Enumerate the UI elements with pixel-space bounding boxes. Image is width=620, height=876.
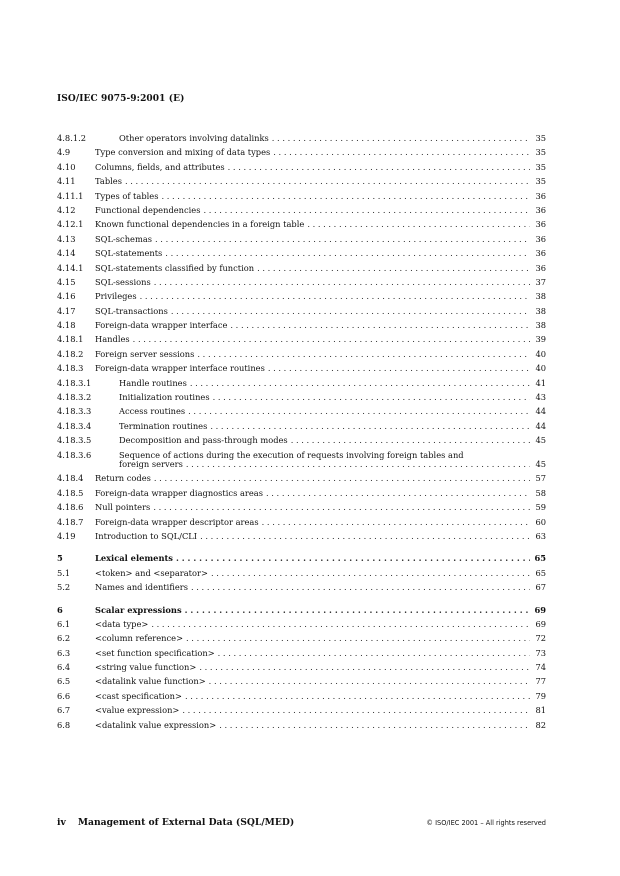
toc-entry-number: 4.18.3.1 (57, 377, 92, 388)
toc-entry-number: 6.2 (57, 633, 71, 644)
toc-entry-number: 6.6 (57, 690, 71, 701)
toc-entry-page: 81 (535, 705, 546, 716)
toc-entry-page: 41 (535, 377, 546, 388)
toc-leader-dots (161, 189, 530, 203)
toc-entry[interactable] (57, 486, 546, 500)
toc-entry-title: Foreign-data wrapper interface routines (95, 363, 265, 374)
toc-entry-number: 5.1 (57, 567, 71, 578)
toc-entry-page: 43 (535, 392, 546, 403)
toc-leader-dots (257, 261, 530, 275)
toc-entry-number: 4.18.3.4 (57, 420, 92, 431)
toc-leader-dots (273, 145, 530, 159)
toc-entry-number: 6.4 (57, 662, 71, 673)
toc-entry-title: SQL-schemas (95, 233, 153, 244)
toc-entry-number: 6.7 (57, 705, 71, 716)
toc-leader-dots (182, 703, 530, 717)
toc-entry-page: 44 (535, 406, 546, 417)
toc-entry-title: Privileges (95, 291, 137, 302)
toc-entry-title: SQL-transactions (95, 305, 168, 316)
toc-entry-number: 4.13 (57, 233, 76, 244)
toc-entry-number: 6.5 (57, 676, 71, 687)
document-id: ISO/IEC 9075-9:2001 (E) (57, 94, 185, 104)
toc-entry-page: 36 (535, 190, 546, 201)
toc-entry-page: 69 (535, 618, 546, 629)
toc-entry-number: 4.14 (57, 248, 76, 259)
toc-entry[interactable] (57, 617, 546, 631)
toc-leader-dots (268, 361, 530, 375)
toc-entry[interactable] (57, 217, 546, 231)
toc-entry-number: 6.8 (57, 719, 71, 730)
toc-entry-page: 63 (535, 530, 546, 541)
toc-entry-title: Foreign-data wrapper descriptor areas (95, 516, 259, 527)
toc-leader-dots (185, 689, 530, 703)
toc-leader-dots (151, 617, 530, 631)
toc-entry-title: SQL-sessions (95, 276, 151, 287)
toc-entry[interactable] (57, 160, 546, 174)
toc-entry[interactable] (57, 603, 546, 617)
toc-entry-title: Foreign-data wrapper interface (95, 320, 228, 331)
toc-entry-page: 36 (535, 233, 546, 244)
toc-entry-number: 4.18.5 (57, 487, 84, 498)
toc-entry-page: 44 (535, 420, 546, 431)
toc-entry-title: Termination routines (119, 420, 208, 431)
toc-entry-page: 35 (535, 133, 546, 143)
toc-entry-title: Tables (95, 176, 122, 187)
toc-entry-page: 36 (535, 248, 546, 259)
toc-entry-number: 4.12.1 (57, 219, 84, 230)
toc-entry-number: 4.18.2 (57, 348, 84, 359)
toc-leader-dots (185, 603, 530, 617)
toc-entry[interactable] (57, 433, 546, 447)
toc-entry-page: 36 (535, 204, 546, 215)
toc-entry[interactable] (57, 347, 546, 361)
toc-leader-dots (203, 203, 530, 217)
toc-leader-dots (211, 566, 530, 580)
toc-leader-dots (262, 515, 530, 529)
toc-entry-page: 38 (535, 291, 546, 302)
toc-entry-title: SQL-statements (95, 248, 163, 259)
toc-entry-number: 4.17 (57, 305, 76, 316)
toc-entry-page: 60 (535, 516, 546, 527)
toc-entry-title: <datalink value function> (95, 676, 206, 687)
toc-entry[interactable] (57, 289, 546, 303)
toc-entry-number: 4.8.1.2 (57, 133, 87, 143)
toc-entry[interactable] (57, 131, 546, 145)
toc-entry-number: 4.12 (57, 204, 76, 215)
toc-entry[interactable] (57, 318, 546, 332)
toc-leader-dots (197, 347, 530, 361)
toc-entry-title: <value expression> (95, 705, 180, 716)
toc-entry-title: Handle routines (119, 377, 187, 388)
toc-entry-page: 40 (535, 348, 546, 359)
toc-entry[interactable] (57, 145, 546, 159)
toc-entry[interactable] (57, 471, 546, 485)
toc-leader-dots (171, 304, 530, 318)
toc-leader-dots (200, 529, 530, 543)
toc-entry-page: 65 (534, 553, 546, 564)
toc-entry-page: 79 (535, 690, 546, 701)
toc-entry-number: 4.18.1 (57, 334, 84, 345)
toc-entry[interactable] (57, 580, 546, 594)
toc-entry-title: <cast specification> (95, 690, 182, 701)
toc-entry-title: foreign servers (119, 458, 183, 469)
toc-entry[interactable] (57, 500, 546, 514)
footer-copyright: © ISO/IEC 2001 – All rights reserved (426, 819, 546, 827)
toc-entry-page: 45 (535, 458, 546, 469)
toc-entry-number: 4.9 (57, 147, 71, 158)
toc-entry-title: <data type> (95, 618, 149, 629)
toc-entry[interactable] (57, 689, 546, 703)
toc-entry-page: 65 (535, 567, 546, 578)
toc-entry-number: 4.10 (57, 161, 76, 172)
toc-entry-title: <datalink value expression> (95, 719, 217, 730)
toc-leader-dots (266, 486, 530, 500)
toc-entry-page: 35 (535, 161, 546, 172)
toc-entry[interactable] (57, 361, 546, 375)
toc-entry-number: 4.18 (57, 320, 76, 331)
toc-entry-title: <token> and <separator> (95, 567, 208, 578)
toc-entry[interactable] (57, 674, 546, 688)
toc-entry-page: 35 (535, 147, 546, 158)
toc-entry-title: Lexical elements (95, 553, 173, 564)
toc-leader-dots (218, 646, 530, 660)
toc-entry[interactable] (57, 189, 546, 203)
toc-entry-page: 36 (535, 219, 546, 230)
toc-entry-title: SQL-statements classified by function (95, 262, 255, 273)
toc-entry-page: 69 (534, 604, 546, 615)
toc-entry-page: 36 (535, 262, 546, 273)
toc-leader-dots (154, 471, 530, 485)
toc-entry[interactable] (57, 718, 546, 732)
toc-entry-title: Other operators involving datalinks (119, 133, 269, 143)
toc-entry-title: <column reference> (95, 633, 184, 644)
toc-entry-title: Scalar expressions (95, 604, 182, 615)
toc-entry-number: 4.18.3.2 (57, 392, 92, 403)
toc-entry-number: 4.18.3.3 (57, 406, 92, 417)
toc-entry-title: <set function specification> (95, 647, 215, 658)
toc-entry[interactable] (57, 515, 546, 529)
toc-entry-number: 5 (57, 553, 63, 564)
toc-entry-number: 4.14.1 (57, 262, 84, 273)
footer-page-number: iv (57, 817, 66, 828)
toc-entry-number: 4.11 (57, 176, 76, 187)
toc-entry[interactable] (57, 332, 546, 346)
toc-entry[interactable] (57, 660, 546, 674)
toc-entry-page: 57 (535, 473, 546, 484)
toc-entry[interactable] (57, 376, 546, 390)
toc-entry-number: 4.18.6 (57, 502, 84, 513)
toc-leader-dots (140, 289, 530, 303)
toc-entry[interactable] (57, 419, 546, 433)
toc-leader-dots (209, 674, 530, 688)
toc-leader-dots (155, 232, 530, 246)
table-of-contents (57, 131, 546, 732)
toc-entry-page: 38 (535, 320, 546, 331)
toc-entry-number: 6.3 (57, 647, 71, 658)
toc-entry-number: 4.19 (57, 530, 76, 541)
toc-entry-page: 67 (535, 582, 546, 593)
toc-leader-dots (219, 718, 530, 732)
toc-entry[interactable] (57, 631, 546, 645)
toc-entry-number: 4.15 (57, 276, 76, 287)
toc-entry-page: 77 (535, 676, 546, 687)
toc-entry-title: <string value function> (95, 662, 197, 673)
toc-entry[interactable] (57, 566, 546, 580)
toc-leader-dots (186, 457, 530, 471)
toc-entry[interactable] (57, 246, 546, 260)
toc-entry[interactable] (57, 304, 546, 318)
toc-leader-dots (228, 160, 530, 174)
toc-entry[interactable] (57, 203, 546, 217)
toc-leader-dots (186, 631, 530, 645)
toc-entry[interactable] (57, 390, 546, 404)
toc-entry-number: 6.1 (57, 618, 71, 629)
toc-entry-page: 73 (535, 647, 546, 658)
toc-leader-dots (190, 376, 530, 390)
toc-entry-title: Functional dependencies (95, 204, 201, 215)
toc-entry[interactable] (57, 275, 546, 289)
toc-leader-dots (154, 275, 530, 289)
toc-leader-dots (199, 660, 530, 674)
toc-entry-title: Null pointers (95, 502, 151, 513)
toc-leader-dots (153, 500, 530, 514)
toc-leader-dots (165, 246, 530, 260)
toc-entry-title: Access routines (119, 406, 186, 417)
toc-entry-number: 4.18.3.6 (57, 449, 92, 460)
toc-leader-dots (210, 419, 530, 433)
toc-entry-title: Handles (95, 334, 130, 345)
toc-entry-title: Type conversion and mixing of data types (95, 147, 271, 158)
toc-entry-title: Types of tables (95, 190, 159, 201)
toc-entry-number: 4.16 (57, 291, 76, 302)
toc-entry-title: Foreign server sessions (95, 348, 195, 359)
toc-entry-page: 82 (535, 719, 546, 730)
toc-entry[interactable] (57, 404, 546, 418)
toc-entry[interactable] (57, 646, 546, 660)
toc-leader-dots (230, 318, 530, 332)
toc-entry-number: 4.18.3.5 (57, 435, 92, 446)
toc-entry-page: 38 (535, 305, 546, 316)
footer-document-title: Management of External Data (SQL/MED) (77, 817, 295, 828)
toc-entry-title: Decomposition and pass-through modes (119, 435, 288, 446)
toc-entry[interactable] (57, 232, 546, 246)
toc-entry-title: Return codes (95, 473, 151, 484)
toc-entry-page: 59 (535, 502, 546, 513)
toc-entry-number: 4.18.7 (57, 516, 84, 527)
toc-entry-page: 37 (535, 276, 546, 287)
toc-leader-dots (125, 174, 530, 188)
toc-entry-title: Sequence of actions during the execution of requests involving foreign tables and (119, 449, 464, 460)
toc-entry-page: 39 (535, 334, 546, 345)
toc-leader-dots (191, 580, 530, 594)
toc-entry-title: Names and identifiers (95, 582, 188, 593)
toc-leader-dots (176, 551, 530, 565)
toc-entry-number: 6 (57, 604, 63, 615)
toc-entry-number: 4.18.3 (57, 363, 84, 374)
toc-leader-dots (272, 131, 530, 145)
toc-entry-page: 40 (535, 363, 546, 374)
footer-title (57, 817, 294, 828)
toc-leader-dots (133, 332, 530, 346)
toc-entry-number: 5.2 (57, 582, 71, 593)
toc-entry-title: Introduction to SQL/CLI (95, 530, 198, 541)
toc-entry[interactable] (57, 529, 546, 543)
toc-entry-page: 58 (535, 487, 546, 498)
toc-leader-dots (213, 390, 530, 404)
toc-entry[interactable] (57, 261, 546, 275)
toc-entry-page: 35 (535, 176, 546, 187)
toc-leader-dots (291, 433, 530, 447)
toc-entry-number: 4.11.1 (57, 190, 84, 201)
toc-entry-number: 4.18.4 (57, 473, 84, 484)
toc-entry-page: 74 (535, 662, 546, 673)
toc-leader-dots (307, 217, 530, 231)
toc-entry-title: Columns, fields, and attributes (95, 161, 225, 172)
toc-entry-page: 45 (535, 435, 546, 446)
toc-entry-page: 72 (535, 633, 546, 644)
toc-entry[interactable] (57, 174, 546, 188)
toc-entry-title: Initialization routines (119, 392, 210, 403)
toc-entry[interactable] (57, 551, 546, 565)
toc-entry-title: Known functional dependencies in a foreign table (95, 219, 305, 230)
toc-entry[interactable] (57, 457, 546, 471)
toc-leader-dots (188, 404, 530, 418)
toc-entry-title: Foreign-data wrapper diagnostics areas (95, 487, 263, 498)
toc-entry[interactable] (57, 703, 546, 717)
